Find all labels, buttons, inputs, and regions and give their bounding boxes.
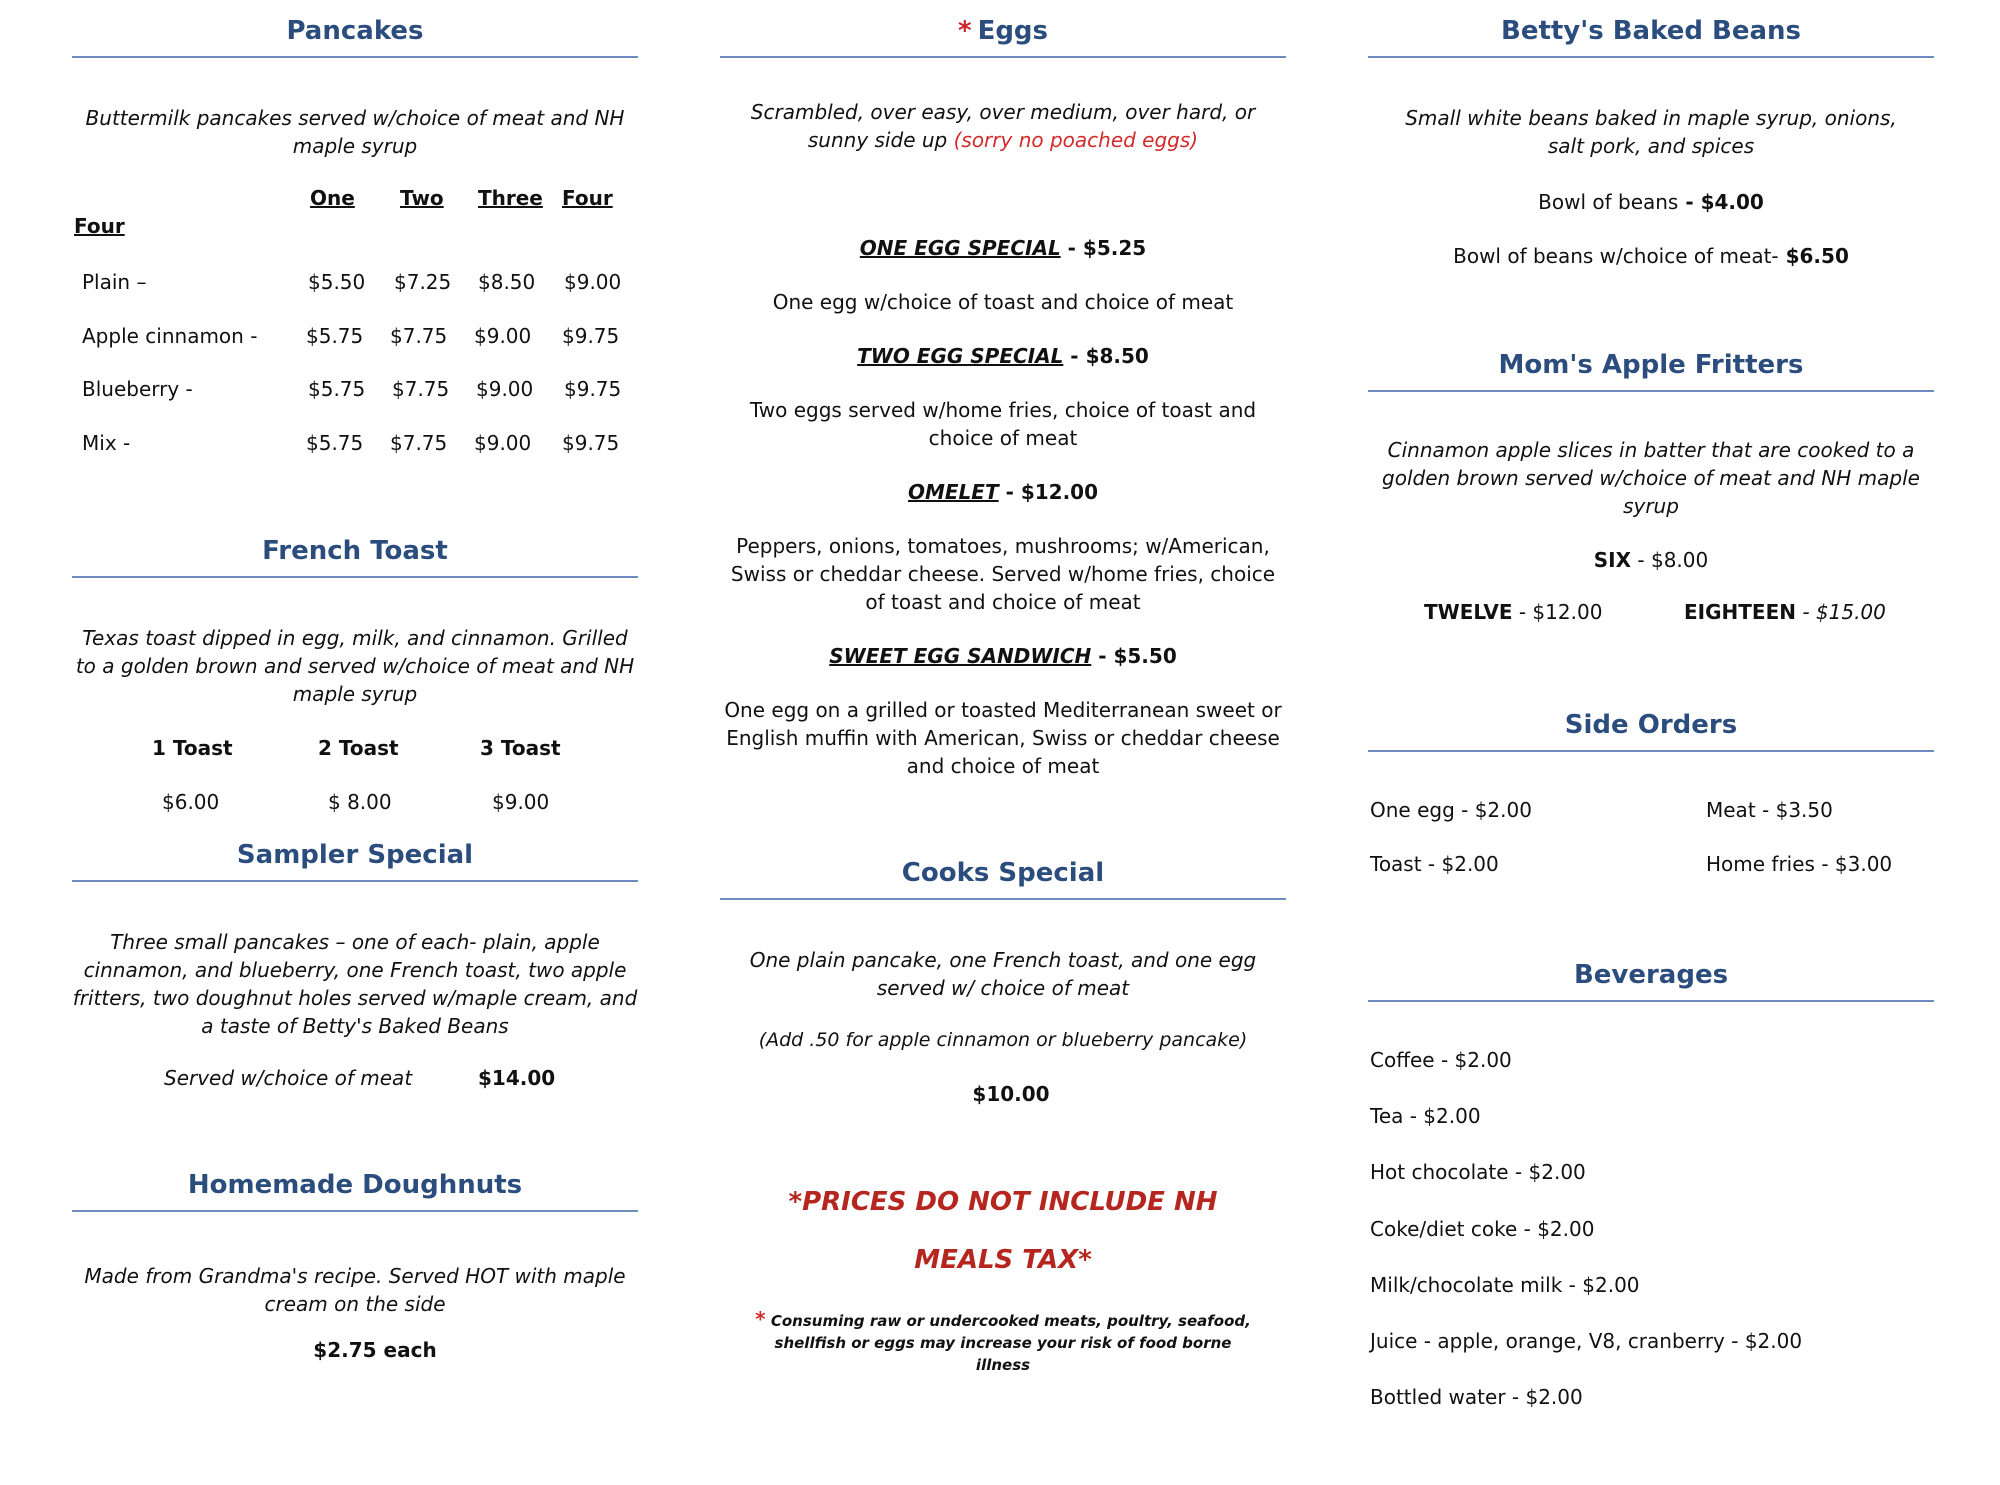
beverage-item-text: Juice - apple, orange, V8, cranberry - $2.00 (1370, 1329, 1803, 1353)
egg-item-name: ONE EGG SPECIAL (859, 236, 1061, 260)
beans-item-label: Bowl of beans (1538, 190, 1679, 214)
pancake-price: $7.75 (390, 431, 448, 455)
egg-item-name: TWO EGG SPECIAL (857, 344, 1064, 368)
pancake-price: $9.00 (474, 324, 532, 348)
egg-item-desc: One egg w/choice of toast and choice of meat (772, 290, 1234, 314)
warning-star: * (755, 1307, 766, 1331)
beans-item-price: $6.50 (1778, 244, 1849, 268)
doughnuts-price: $2.75 each (313, 1338, 437, 1362)
pancakes-col-header: Two (400, 186, 444, 210)
egg-item-price: - $12.00 (998, 480, 1099, 504)
french-toast-option-label: 1 Toast (152, 736, 233, 760)
doughnuts-heading: Homemade Doughnuts (72, 1170, 638, 1212)
fritters-size-label: EIGHTEEN (1684, 600, 1796, 624)
fritters-eighteen (1684, 600, 1886, 624)
fritters-size-label: SIX (1593, 548, 1632, 572)
egg-item-desc: Two eggs served w/home fries, choice of toast and choice of meat (749, 398, 1257, 450)
eggs-description (720, 98, 1286, 154)
egg-item-price: - $5.25 (1060, 236, 1147, 260)
side-item: Home fries - $3.00 (1706, 852, 1893, 876)
french-toast-option-price: $9.00 (492, 790, 550, 814)
french-toast-option-label: 3 Toast (480, 736, 561, 760)
pancake-price: $9.00 (474, 431, 532, 455)
raw-food-warning (720, 1308, 1286, 1376)
egg-item-name: SWEET EGG SANDWICH (829, 644, 1092, 668)
beans-item-1 (1368, 188, 1934, 216)
side-item: One egg - $2.00 (1370, 798, 1532, 822)
pancake-name: Mix - (82, 431, 131, 455)
egg-item-price: - $5.50 (1091, 644, 1177, 668)
doughnuts-description: Made from Grandma's recipe. Served HOT with maple cream on the side (84, 1264, 626, 1316)
beverage-item-text: Tea - $2.00 (1370, 1104, 1481, 1128)
pancake-name: Blueberry - (82, 377, 193, 401)
fritters-heading: Mom's Apple Fritters (1368, 350, 1934, 392)
fritters-size-price: - $12.00 (1512, 600, 1603, 624)
cooks-price: $10.00 (972, 1082, 1050, 1106)
pancake-price: $9.75 (562, 324, 620, 348)
sides-heading: Side Orders (1368, 710, 1934, 752)
pancake-price: $7.25 (394, 270, 452, 294)
warning-text: Consuming raw or undercooked meats, poultry, seafood, shellfish or eggs may increase your risk of food borne illness (770, 1312, 1251, 1374)
beans-item-label: Bowl of beans w/choice of meat- (1453, 244, 1779, 268)
fritters-size-label: TWELVE (1424, 600, 1513, 624)
pancake-price: $5.75 (306, 324, 364, 348)
french-toast-description: Texas toast dipped in egg, milk, and cinnamon. Grilled to a golden brown and served w/choice of meat and NH maple syrup (75, 626, 635, 706)
french-toast-heading: French Toast (72, 536, 638, 578)
eggs-star: * (957, 16, 972, 46)
pancakes-heading: Pancakes (72, 16, 638, 58)
pancake-price: $9.75 (562, 431, 620, 455)
french-toast-option-price: $ 8.00 (328, 790, 392, 814)
sampler-heading: Sampler Special (72, 840, 638, 882)
fritters-description: Cinnamon apple slices in batter that are cooked to a golden brown served w/choice of meat and NH maple syrup (1382, 438, 1920, 518)
french-toast-option-price: $6.00 (162, 790, 220, 814)
beans-description: Small white beans baked in maple syrup, onions, salt pork, and spices (1405, 106, 1897, 158)
pancakes-col-header: Three (478, 186, 543, 210)
pancake-price: $5.50 (308, 270, 366, 294)
fritters-size-price: - $15.00 (1795, 600, 1886, 624)
pancake-price: $7.75 (392, 377, 450, 401)
beverage-item-text: Hot chocolate - $2.00 (1370, 1160, 1586, 1184)
cooks-heading: Cooks Special (720, 858, 1286, 900)
egg-item-title (720, 478, 1286, 506)
beans-heading: Betty's Baked Beans (1368, 16, 1934, 58)
beverages-heading: Beverages (1368, 960, 1934, 1002)
pancakes-col-header: One (310, 186, 355, 210)
pancake-price: $5.75 (308, 377, 366, 401)
egg-item-price: - $8.50 (1063, 344, 1149, 368)
beverage-item-text: Milk/chocolate milk - $2.00 (1370, 1273, 1640, 1297)
eggs-note: (sorry no poached eggs) (953, 128, 1199, 152)
pancake-name: Apple cinnamon - (82, 324, 258, 348)
tax-notice-line1: *PRICES DO NOT INCLUDE NH (788, 1187, 1218, 1217)
egg-item-title (720, 342, 1286, 370)
beans-item-price: - $4.00 (1678, 190, 1764, 214)
beans-item-2 (1368, 242, 1934, 270)
eggs-heading (720, 16, 1286, 58)
sampler-description: Three small pancakes – one of each- plain, apple cinnamon, and blueberry, one French toast, two apple fritters, two doughnut holes served w/maple cream, and a taste of Betty's Baked Beans (72, 930, 638, 1038)
sampler-price: $14.00 (478, 1066, 556, 1090)
pancake-price: $7.75 (390, 324, 448, 348)
tax-notice-line2: MEALS TAX* (914, 1245, 1092, 1275)
eggs-title: Eggs (977, 16, 1049, 46)
cooks-description: One plain pancake, one French toast, and one egg served w/ choice of meat (749, 948, 1257, 1000)
egg-item-title (720, 642, 1286, 670)
side-item: Meat - $3.50 (1706, 798, 1833, 822)
pancake-price: $9.00 (564, 270, 622, 294)
sampler-served: Served w/choice of meat (164, 1066, 413, 1090)
pancakes-col-header: Four (74, 214, 125, 238)
eggs-description-text: Scrambled, over easy, over medium, over hard, or sunny side up (750, 100, 1256, 152)
pancakes-description: Buttermilk pancakes served w/choice of meat and NH maple syrup (85, 106, 625, 158)
side-item: Toast - $2.00 (1370, 852, 1499, 876)
pancake-name: Plain – (82, 270, 147, 294)
beverage-item-text: Bottled water - $2.00 (1370, 1385, 1583, 1409)
egg-item-desc: One egg on a grilled or toasted Mediterranean sweet or English muffin with American, Swiss or cheddar cheese and choice of meat (724, 698, 1282, 778)
beverage-item-text: Coffee - $2.00 (1370, 1048, 1512, 1072)
pancake-price: $9.00 (476, 377, 534, 401)
pancake-price: $8.50 (478, 270, 536, 294)
fritters-size-price: - $8.00 (1631, 548, 1709, 572)
french-toast-option-label: 2 Toast (318, 736, 399, 760)
cooks-addon: (Add .50 for apple cinnamon or blueberry pancake) (758, 1029, 1248, 1051)
pancake-price: $9.75 (564, 377, 622, 401)
pancake-price: $5.75 (306, 431, 364, 455)
egg-item-desc: Peppers, onions, tomatoes, mushrooms; w/American, Swiss or cheddar cheese. Served w/home fries, choice of toast and choice of meat (730, 534, 1276, 614)
fritters-six (1368, 546, 1934, 574)
fritters-twelve (1424, 600, 1602, 624)
beverage-item-text: Coke/diet coke - $2.00 (1370, 1217, 1595, 1241)
pancakes-col-header: Four (562, 186, 613, 210)
egg-item-name: OMELET (907, 480, 999, 504)
egg-item-title (720, 234, 1286, 262)
